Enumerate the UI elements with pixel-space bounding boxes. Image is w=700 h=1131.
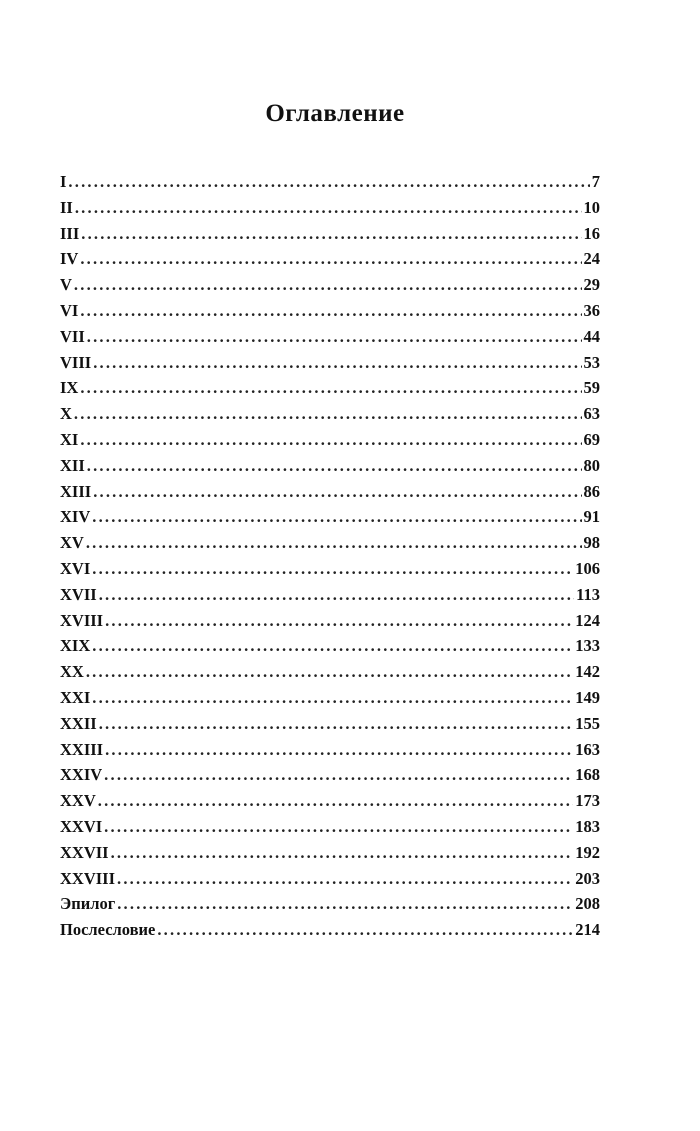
toc-entry-page-number: 214 [575,920,600,940]
toc-entry-label: XXIV [60,765,103,785]
toc-entry [60,482,600,508]
toc-entry [60,533,600,559]
table-of-contents [60,172,600,946]
toc-dot-leader [93,482,581,502]
toc-entry-label: X [60,404,72,424]
toc-dot-leader [80,249,581,269]
toc-entry [60,817,600,843]
toc-entry-label: V [60,275,72,295]
toc-dot-leader [87,456,582,476]
toc-dot-leader [80,378,581,398]
toc-dot-leader [80,430,581,450]
toc-dot-leader [99,714,574,734]
toc-entry-page-number: 53 [583,352,600,372]
toc-dot-leader [117,869,573,889]
toc-dot-leader [87,327,582,347]
toc-entry-label: Эпилог [60,894,116,914]
toc-entry-page-number: 36 [583,300,600,320]
toc-entry-page-number: 203 [575,868,600,888]
toc-entry-label: XX [60,662,84,682]
toc-entry [60,791,600,817]
toc-entry [60,249,600,275]
toc-entry [60,869,600,895]
toc-entry-label: XXI [60,687,91,707]
toc-entry [60,301,600,327]
toc-entry-page-number: 63 [583,404,600,424]
toc-dot-leader [80,301,581,321]
toc-entry-page-number: 208 [575,894,600,914]
toc-entry [60,740,600,766]
toc-entry-label: VI [60,300,79,320]
toc-entry-page-number: 80 [583,455,600,475]
toc-entry-label: II [60,197,73,217]
toc-dot-leader [92,636,573,656]
toc-dot-leader [99,585,574,605]
toc-entry [60,843,600,869]
toc-entry-label: XXII [60,713,97,733]
toc-entry-page-number: 59 [583,378,600,398]
toc-entry-page-number: 155 [575,713,600,733]
toc-entry-page-number: 29 [583,275,600,295]
toc-entry-page-number: 24 [583,249,600,269]
toc-entry-label: XXVI [60,816,103,836]
toc-dot-leader [105,611,573,631]
toc-entry-page-number: 149 [575,687,600,707]
toc-dot-leader [105,740,573,760]
toc-entry-label: VIII [60,352,92,372]
toc-entry-label: XIX [60,636,91,656]
toc-entry [60,894,600,920]
toc-entry-label: XVIII [60,610,104,630]
toc-entry [60,198,600,224]
toc-entry [60,275,600,301]
toc-entry-label: XXV [60,791,96,811]
toc-entry [60,224,600,250]
toc-entry-label: XXVII [60,842,109,862]
toc-dot-leader [81,224,581,244]
toc-entry [60,559,600,585]
toc-entry-page-number: 10 [583,197,600,217]
toc-entry-page-number: 168 [575,765,600,785]
toc-dot-leader [92,507,581,527]
toc-entry-label: Послесловие [60,920,156,940]
toc-entry-label: XV [60,533,84,553]
toc-entry [60,353,600,379]
toc-entry-page-number: 7 [591,172,600,191]
toc-dot-leader [75,198,582,218]
toc-entry [60,688,600,714]
toc-dot-leader [157,920,573,940]
toc-entry [60,507,600,533]
toc-dot-leader [86,662,573,682]
toc-entry-label: XIV [60,507,91,527]
toc-entry [60,456,600,482]
toc-dot-leader [111,843,574,863]
toc-entry-page-number: 142 [575,662,600,682]
toc-entry-label: XXVIII [60,868,116,888]
toc-entry-label: VII [60,326,85,346]
toc-dot-leader [117,894,573,914]
toc-dot-leader [104,765,573,785]
toc-dot-leader [104,817,573,837]
toc-entry-page-number: 124 [575,610,600,630]
toc-dot-leader [93,353,581,373]
toc-entry-page-number: 44 [583,326,600,346]
toc-entry-page-number: 16 [583,223,600,243]
toc-entry-page-number: 113 [576,584,600,604]
toc-entry [60,765,600,791]
toc-dot-leader [74,404,582,424]
toc-entry [60,662,600,688]
toc-entry-label: I [60,172,67,191]
toc-entry [60,172,600,198]
toc-entry-label: IX [60,378,79,398]
toc-entry-label: XIII [60,481,92,501]
toc-entry-label: XVI [60,558,91,578]
toc-entry-page-number: 91 [583,507,600,527]
toc-entry-page-number: 192 [575,842,600,862]
toc-entry [60,585,600,611]
toc-entry [60,404,600,430]
toc-entry-page-number: 133 [575,636,600,656]
toc-entry [60,327,600,353]
toc-dot-leader [86,533,582,553]
toc-entry [60,920,600,946]
toc-entry-label: III [60,223,80,243]
toc-entry [60,714,600,740]
toc-entry-label: IV [60,249,79,269]
toc-entry-label: XII [60,455,85,475]
toc-dot-leader [92,559,573,579]
toc-entry-page-number: 183 [575,816,600,836]
toc-entry-page-number: 86 [583,481,600,501]
toc-entry-label: XVII [60,584,97,604]
toc-entry-page-number: 163 [575,739,600,759]
toc-dot-leader [68,172,589,192]
toc-entry [60,430,600,456]
toc-entry [60,611,600,637]
toc-dot-leader [92,688,573,708]
toc-dot-leader [98,791,574,811]
toc-entry-page-number: 106 [575,558,600,578]
toc-entry-label: XXIII [60,739,104,759]
page-title: Оглавление [265,100,405,127]
toc-entry-page-number: 98 [583,533,600,553]
toc-entry-page-number: 173 [575,791,600,811]
toc-entry [60,636,600,662]
toc-dot-leader [74,275,582,295]
toc-entry [60,378,600,404]
toc-entry-label: XI [60,429,79,449]
toc-entry-page-number: 69 [583,429,600,449]
